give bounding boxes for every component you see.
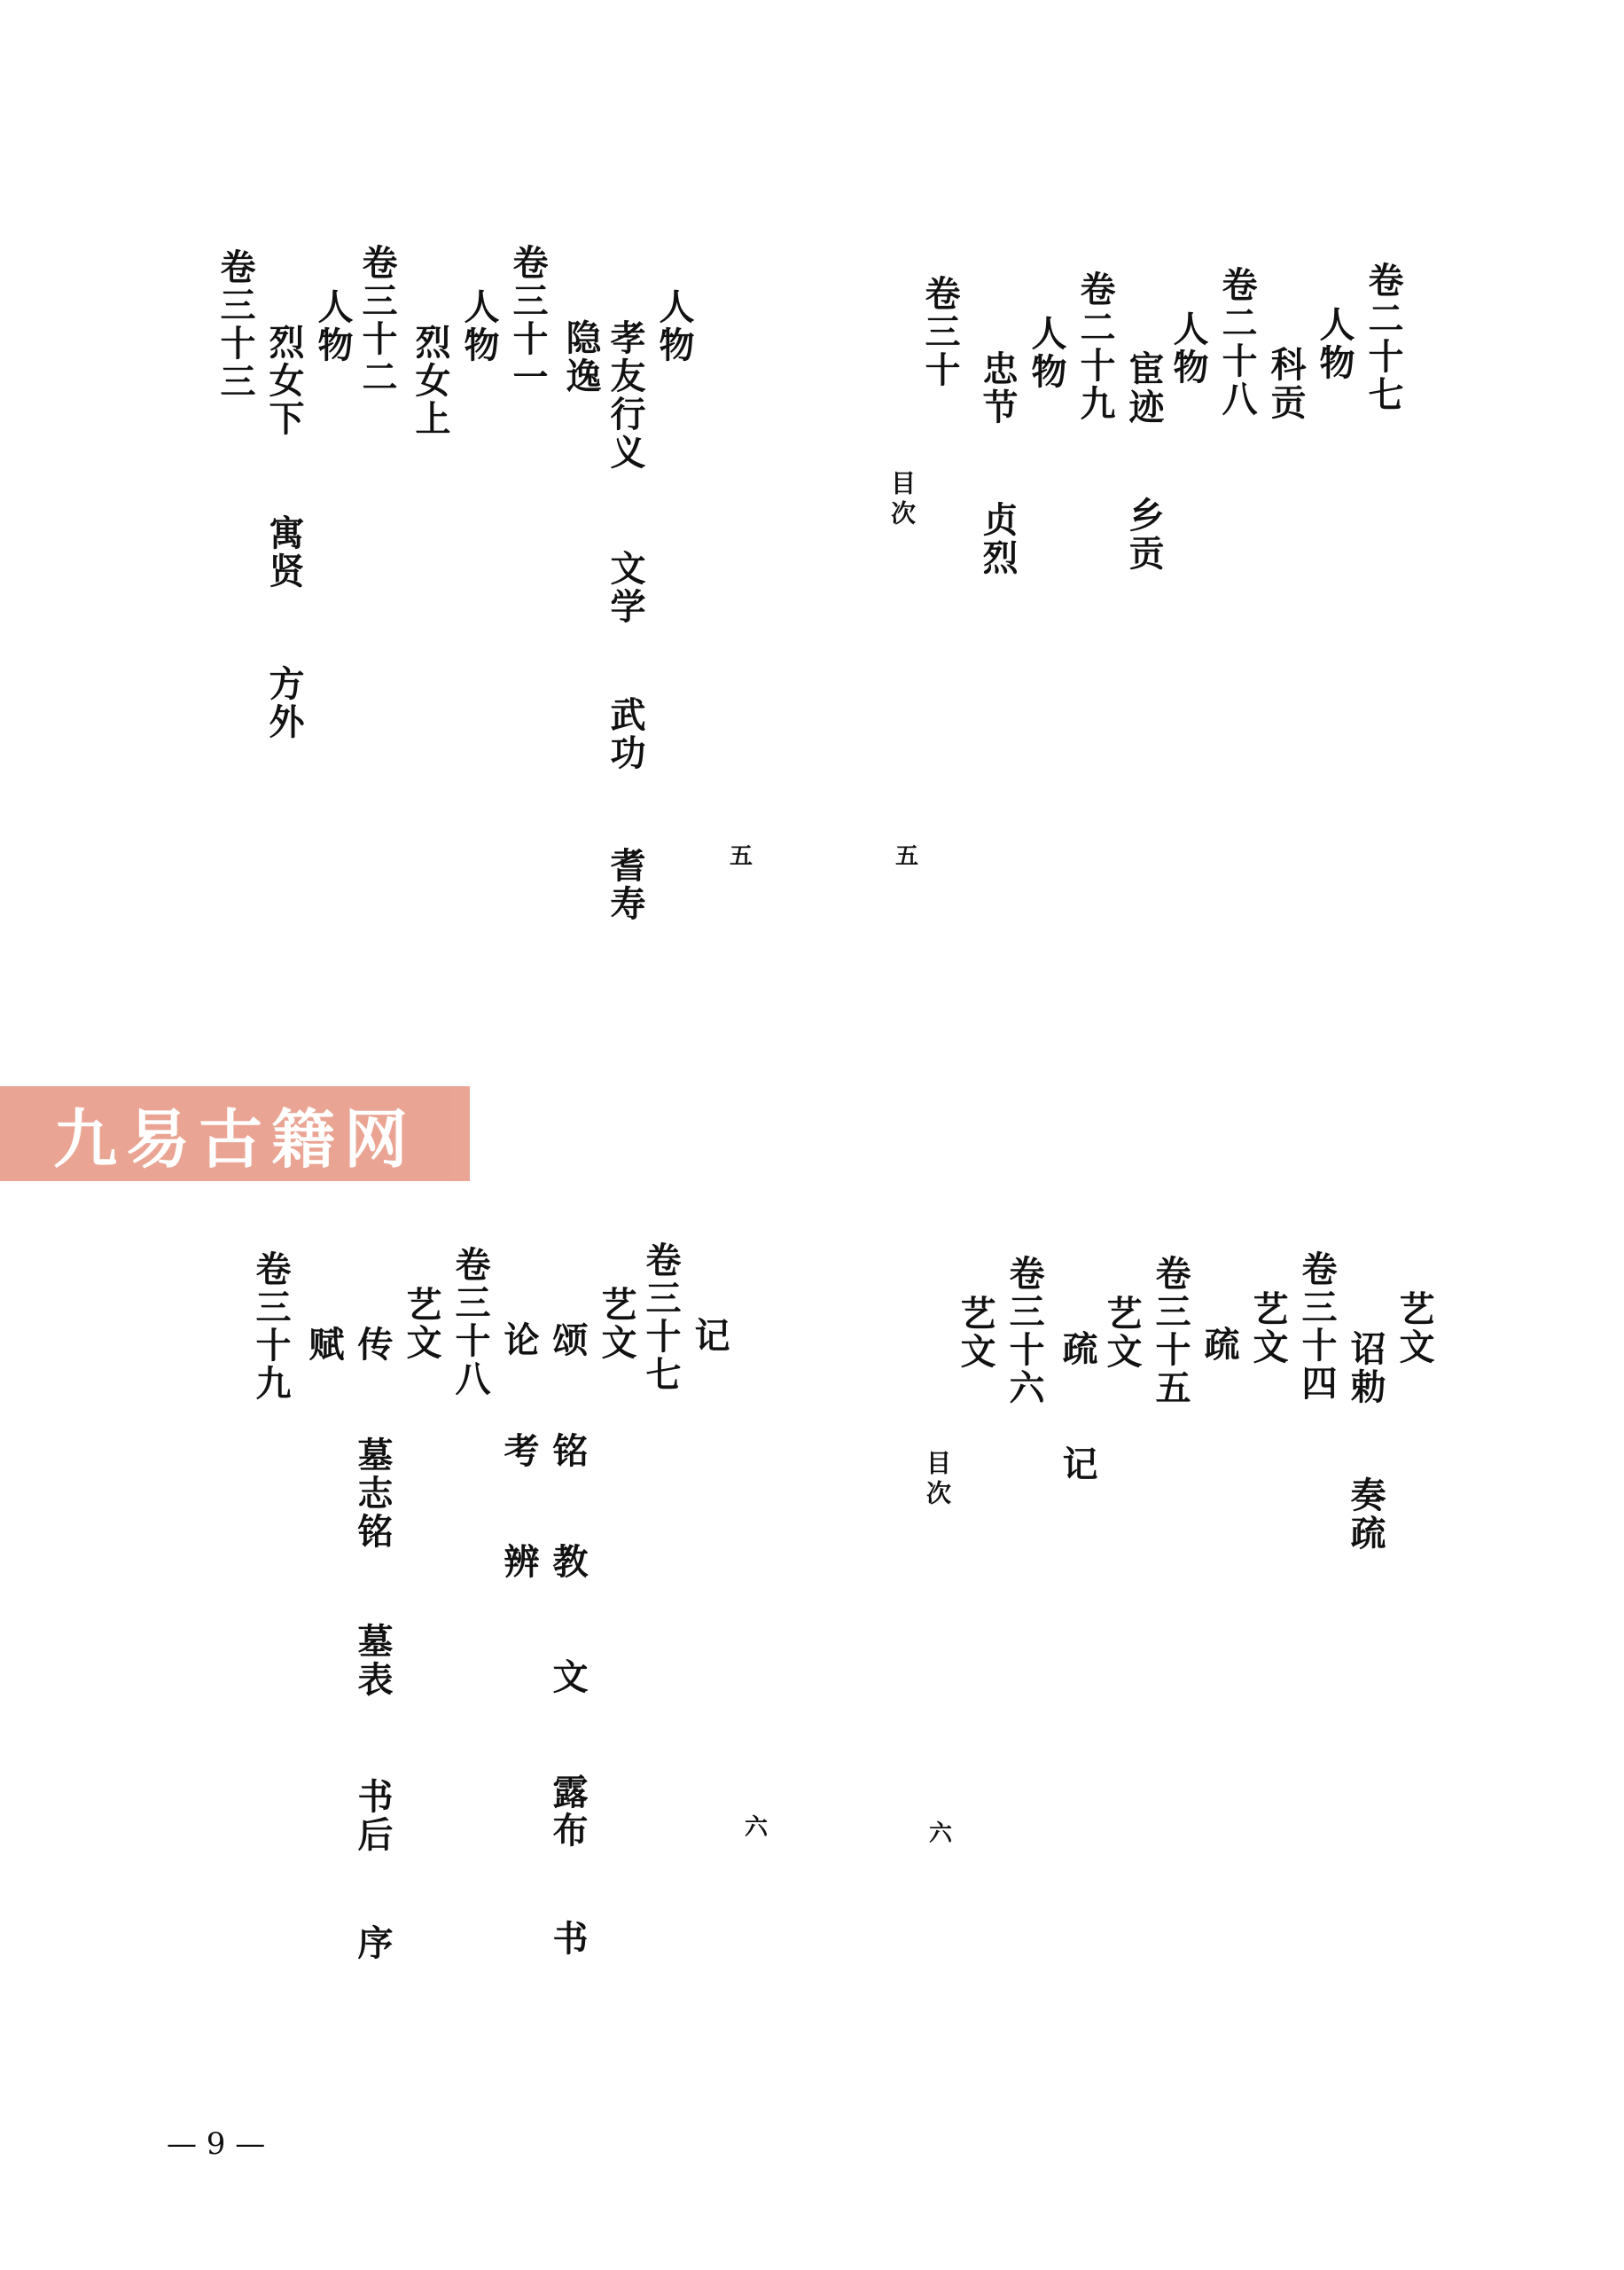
section-label: 科贡	[1265, 346, 1307, 422]
volume-35-title: 卷三十五	[1150, 1255, 1191, 1407]
section-label: 辨	[498, 1543, 540, 1581]
section-label: 烈女下	[263, 324, 305, 438]
section-label: 颂	[547, 1321, 589, 1359]
section-label: 乡贡	[1123, 497, 1165, 573]
section-label: 耆寿	[605, 847, 646, 923]
folio-mulu: 目次	[923, 1450, 952, 1510]
section-label: 露布	[547, 1773, 589, 1850]
volume-31-title: 卷三十一	[507, 244, 549, 396]
category-label: 艺文	[1101, 1295, 1143, 1371]
volume-28-title: 卷二十八	[1216, 266, 1258, 419]
section-label: 寓贤	[263, 514, 305, 591]
section-label: 烈女上	[410, 324, 451, 438]
folio-number: 五	[895, 843, 919, 870]
watermark-banner	[0, 1086, 470, 1181]
folio-number: 六	[929, 1820, 953, 1847]
section-label: 忠节	[977, 350, 1019, 427]
section-label: 方外	[263, 665, 305, 741]
category-label: 艺文	[401, 1286, 442, 1362]
volume-36-title: 卷三十六	[1003, 1255, 1045, 1407]
folio-number: 六	[745, 1814, 769, 1841]
section-label: 文学	[605, 550, 646, 626]
category-label: 人物	[1167, 310, 1209, 387]
section-label: 诏勅	[1345, 1330, 1386, 1406]
section-label: 墓志铭	[352, 1436, 394, 1551]
volume-37-title: 卷三十七	[640, 1241, 682, 1394]
volume-39-title: 卷三十九	[250, 1250, 292, 1403]
volume-30-title: 卷三十	[919, 275, 961, 389]
section-label: 记	[689, 1317, 730, 1355]
section-label: 记	[1057, 1445, 1098, 1483]
section-label: 贞烈	[977, 501, 1019, 577]
folio-number: 五	[730, 843, 753, 870]
folio-mulu: 目次	[887, 470, 917, 530]
section-label: 书后	[352, 1778, 394, 1854]
section-label: 武功	[605, 696, 646, 772]
section-label: 考	[498, 1432, 540, 1470]
category-label: 人物	[653, 288, 695, 364]
volume-32-title: 卷三十二	[356, 244, 398, 396]
category-label: 艺文	[955, 1295, 996, 1371]
section-label: 文	[547, 1658, 589, 1696]
watermark-text: 九易古籍网	[52, 1101, 417, 1177]
section-label: 书	[547, 1920, 589, 1958]
section-label: 孝友行义	[605, 319, 646, 472]
section-label: 宦迹	[1123, 350, 1165, 427]
category-label: 艺文	[1394, 1290, 1435, 1366]
volume-34-title: 卷三十四	[1296, 1250, 1338, 1403]
volume-33-title: 卷三十三	[215, 248, 256, 401]
section-label: 疏	[1057, 1330, 1098, 1368]
section-label: 隐逸	[560, 319, 602, 395]
section-label: 论	[498, 1321, 540, 1359]
category-label: 人物	[458, 288, 500, 364]
section-label: 疏	[1198, 1326, 1240, 1364]
section-label: 墓表	[352, 1623, 394, 1699]
section-label: 奏疏	[1345, 1476, 1386, 1553]
category-label: 人物	[312, 288, 354, 364]
category-label: 艺文	[596, 1286, 637, 1362]
page-number-footer: — 9 —	[167, 2126, 266, 2162]
volume-27-title: 卷二十七	[1362, 262, 1404, 414]
section-label: 铭	[547, 1432, 589, 1470]
volume-29-title: 卷二十九	[1074, 270, 1116, 423]
section-label: 教	[547, 1543, 589, 1581]
section-label: 序	[352, 1924, 394, 1962]
category-label: 人物	[1026, 315, 1067, 391]
section-label: 传	[352, 1326, 394, 1364]
category-label: 艺文	[1247, 1290, 1289, 1366]
volume-38-title: 卷三十八	[449, 1246, 491, 1398]
category-label: 人物	[1314, 306, 1355, 382]
section-label: 赋	[303, 1326, 345, 1364]
